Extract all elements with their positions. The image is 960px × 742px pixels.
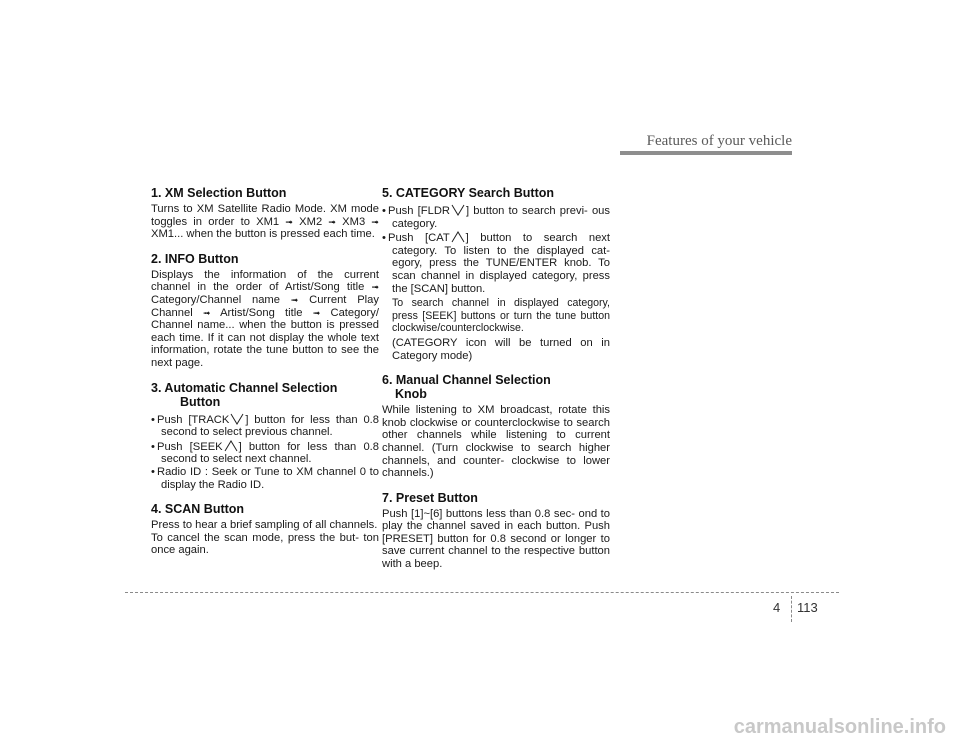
section-body: Push [1]~[6] buttons less than 0.8 sec- ond to play the channel saved in each button. Push [PRESET] button for 0.8 second or longer to save current channel to the respective button with a beep. — [382, 507, 610, 571]
chevron-down-icon — [450, 203, 466, 217]
chevron-down-icon — [229, 412, 245, 426]
section-xm-selection — [151, 186, 379, 241]
arrow-icon: ➟ — [285, 216, 293, 227]
text-run: Push [TRACK — [157, 413, 230, 426]
text-run: Push [FLDR — [388, 205, 450, 217]
chapter-number: 4 — [773, 600, 781, 615]
arrow-icon: ➟ — [202, 307, 211, 318]
sub-note: (CATEGORY icon will be turned on in Category mode) — [392, 336, 610, 362]
text-run: Turns to XM Satellite Radio Mode. XM mode toggles in order to XM1 — [151, 203, 379, 228]
chevron-up-icon — [450, 230, 466, 244]
section-body: To cancel the scan mode, press the but- ton once again. — [151, 531, 379, 557]
heading-line: 3. Automatic Channel Selection — [151, 380, 338, 395]
arrow-icon: ➟ — [328, 216, 336, 227]
text-run: Radio ID : Seek or Tune to XM channel 0 to display the Radio ID. — [157, 465, 379, 491]
text-run: Displays the information of the current channel in the order of Artist/Song title — [151, 268, 379, 294]
text-run: ] button to search next category. To listen to the displayed cat- egory, press the TUNE/ENTER knob. To scan channel in displayed category, press the [SCAN] button. — [392, 232, 610, 295]
section-heading — [151, 381, 379, 409]
section-body — [151, 203, 379, 241]
section-heading — [382, 373, 610, 401]
text-run: XM1... when the button is pressed each time. — [151, 228, 375, 241]
text-run: Current Play Channel — [151, 293, 379, 319]
text-run: Artist/Song title — [210, 306, 313, 319]
left-column — [151, 186, 379, 568]
section-automatic-channel — [151, 381, 379, 492]
section-heading: 7. Preset Button — [382, 490, 478, 505]
arrow-icon: ➟ — [371, 282, 379, 293]
section-category-search — [382, 186, 610, 362]
section-body — [151, 269, 379, 370]
text-run: ] button to search previ- ous category. — [392, 205, 610, 230]
header-bar — [620, 151, 792, 155]
bullet-list — [151, 412, 379, 492]
section-body: Press to hear a brief sampling of all channels. — [151, 519, 378, 532]
text-run: Category/ Channel name... when the button is pressed each time. If it can not display the whole text information, rotate the tune button to see the next page. — [151, 306, 379, 369]
chevron-up-icon — [223, 439, 239, 453]
list-item — [151, 466, 379, 491]
arrow-icon: ➟ — [371, 216, 379, 227]
list-item — [382, 203, 610, 230]
right-column — [382, 186, 610, 582]
section-scan — [151, 502, 379, 557]
list-item — [151, 412, 379, 439]
text-run: ] button for less than 0.8 second to select previous channel. — [161, 413, 379, 439]
section-manual-channel — [382, 373, 610, 480]
section-heading: 2. INFO Button — [151, 251, 239, 266]
list-item — [151, 439, 379, 466]
heading-line: Knob — [395, 387, 427, 402]
section-heading: 1. XM Selection Button — [151, 186, 287, 200]
footer-divider — [125, 592, 839, 593]
footer-vertical-divider — [791, 596, 792, 622]
section-info — [151, 252, 379, 370]
bullet-list — [382, 203, 610, 295]
text-run: ] button for less than 0.8 second to select next channel. — [161, 440, 379, 466]
heading-line: Button — [180, 394, 221, 409]
watermark: carmanualsonline.info — [733, 716, 946, 738]
text-run: XM3 — [335, 215, 372, 228]
list-item — [382, 230, 610, 295]
header-title: Features of your vehicle — [646, 133, 792, 149]
text-run: Category/Channel name — [151, 293, 291, 306]
section-preset — [382, 491, 610, 571]
heading-line: 6. Manual Channel Selection — [382, 373, 551, 388]
arrow-icon: ➟ — [290, 294, 299, 305]
section-heading: 4. SCAN Button — [151, 502, 245, 517]
text-run: XM2 — [292, 215, 329, 228]
page-number: 113 — [797, 600, 818, 615]
text-run: Push [SEEK — [157, 440, 223, 453]
section-body: While listening to XM broadcast, rotate this knob clockwise or counterclockwise to search other channels while listening to current channel. (Turn clockwise to search higher channels, and counter- clockwise to lower channels.) — [382, 404, 610, 480]
arrow-icon: ➟ — [312, 307, 321, 318]
section-heading: 5. CATEGORY Search Button — [382, 186, 555, 200]
text-run: Push [CAT — [388, 232, 450, 245]
sub-note: To search channel in displayed category, press [SEEK] buttons or turn the tune button clockwise/counterclockwise. — [392, 297, 610, 335]
